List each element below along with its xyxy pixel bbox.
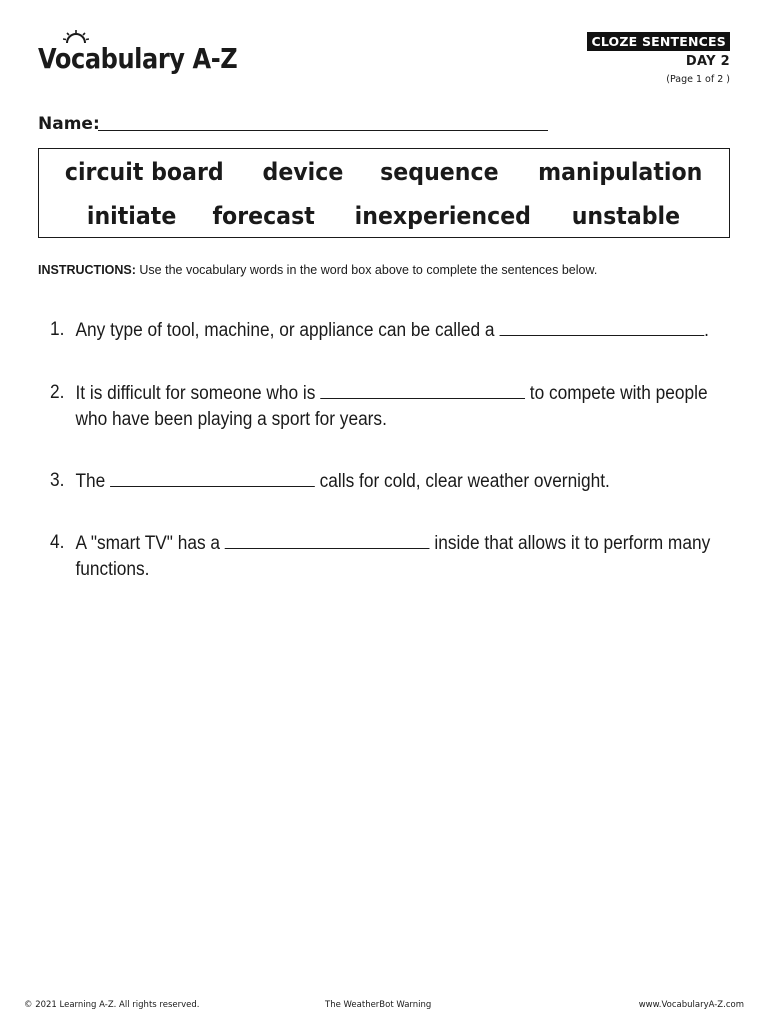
day-label: DAY 2 <box>685 54 730 69</box>
word-device: device <box>262 158 344 186</box>
word-forecast: forecast <box>212 202 316 230</box>
word-box-row-1 <box>39 158 729 186</box>
question-number: 1. <box>50 319 65 340</box>
question-text-before: Any type of tool, machine, or appliance can be called a <box>75 320 500 341</box>
question-text-after: . <box>704 320 709 341</box>
instructions-text: Use the vocabulary words in the word box above to complete the sentences below. <box>135 263 598 277</box>
question-text-after: inside that allows it to perform many <box>429 533 711 554</box>
word-sequence: sequence <box>379 158 499 186</box>
question-text-before: It is difficult for someone who is <box>75 383 321 404</box>
name-field[interactable] <box>38 114 548 138</box>
name-label: Name: <box>38 114 100 134</box>
word-circuit-board: circuit board <box>65 158 224 186</box>
instructions <box>38 263 738 277</box>
question-text-before: The <box>75 471 111 492</box>
question-text <box>75 317 730 344</box>
worksheet-header-info <box>587 32 730 85</box>
cloze-sentences-badge: CLOZE SENTENCES <box>587 32 730 51</box>
page-indicator: (Page 1 of 2 ) <box>666 74 730 85</box>
question-number: 3. <box>50 470 65 491</box>
question-text-after: to compete with people <box>524 383 708 404</box>
logo-text: Vocabulary A-Z <box>38 42 238 75</box>
word-unstable: unstable <box>571 202 681 230</box>
answer-blank-4[interactable] <box>225 530 430 549</box>
footer-story-title: The WeatherBot Warning <box>325 1000 432 1010</box>
word-initiate: initiate <box>86 202 177 230</box>
question-text-after: calls for cold, clear weather overnight. <box>314 471 610 492</box>
instructions-label: INSTRUCTIONS: <box>38 263 136 277</box>
question-number: 4. <box>50 532 65 553</box>
word-box-row-2 <box>39 202 729 230</box>
footer-website-link[interactable]: www.VocabularyA-Z.com <box>638 1000 744 1010</box>
name-blank-line[interactable] <box>98 130 548 131</box>
question-text-before: A "smart TV" has a <box>75 533 225 554</box>
question-text-line2: who have been playing a sport for years. <box>75 409 387 430</box>
answer-blank-1[interactable] <box>499 317 704 336</box>
question-number: 2. <box>50 382 65 403</box>
word-manipulation: manipulation <box>538 158 703 186</box>
word-box <box>38 148 730 238</box>
question-text-line2: functions. <box>75 559 150 580</box>
footer-copyright: © 2021 Learning A-Z. All rights reserved. <box>24 1000 200 1010</box>
question-text <box>75 380 730 433</box>
answer-blank-2[interactable] <box>320 380 525 399</box>
answer-blank-3[interactable] <box>110 468 315 487</box>
question-text <box>75 468 730 495</box>
question-text <box>75 530 730 583</box>
word-inexperienced: inexperienced <box>355 202 532 230</box>
